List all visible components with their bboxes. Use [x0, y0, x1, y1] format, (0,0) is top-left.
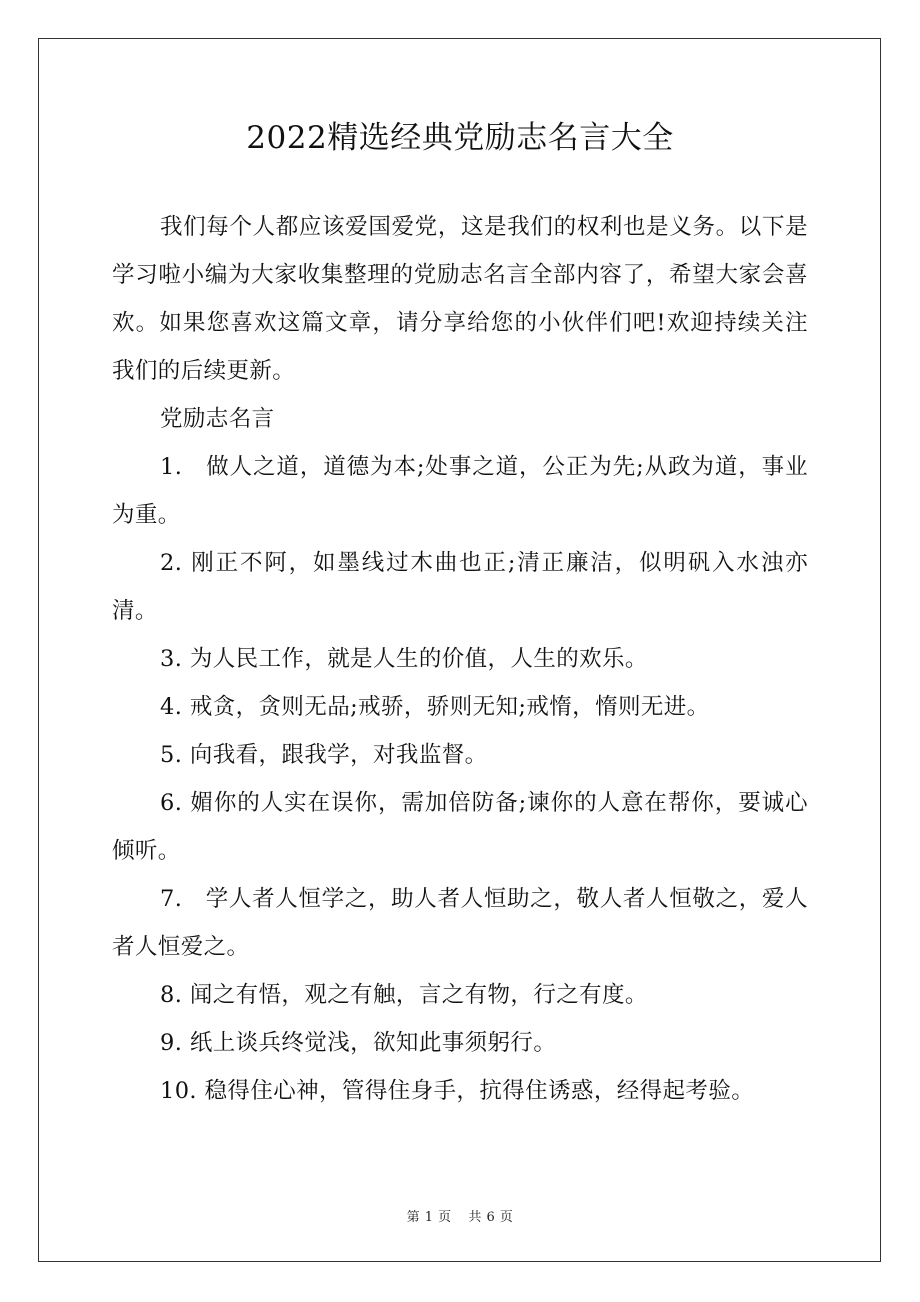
quote-item-8: 8. 闻之有悟，观之有触，言之有物，行之有度。 [160, 982, 648, 1008]
section-heading: 党励志名言 [160, 406, 275, 432]
quote-item-2: 2. 刚正不阿，如墨线过木曲也正;清正廉洁，似明矾入水浊亦清。 [112, 550, 808, 624]
quote-item-5: 5. 向我看，跟我学，对我监督。 [160, 742, 488, 768]
page-number: 第 1 页 [406, 1210, 452, 1225]
page-footer [0, 1206, 920, 1225]
intro-paragraph: 我们每个人都应该爱国爱党，这是我们的权利也是义务。以下是学习啦小编为大家收集整理的党励志名言全部内容了，希望大家会喜欢。如果您喜欢这篇文章，请分享给您的小伙伴们吧!欢迎持续关注我们的后续更新。 [112, 214, 808, 384]
quote-item-6: 6. 媚你的人实在误你，需加倍防备;谏你的人意在帮你，要诚心倾听。 [112, 790, 808, 864]
document-title: 2022精选经典党励志名言大全 [246, 120, 674, 156]
document-body [112, 112, 808, 1115]
quote-item-10: 10. 稳得住心神，管得住身手，抗得住诱惑，经得起考验。 [160, 1078, 755, 1104]
quote-item-3: 3. 为人民工作，就是人生的价值，人生的欢乐。 [160, 646, 648, 672]
quote-item-7: 7. 学人者人恒学之，助人者人恒助之，敬人者人恒敬之，爱人者人恒爱之。 [112, 886, 808, 960]
quote-item-1: 1. 做人之道，道德为本;处事之道，公正为先;从政为道，事业为重。 [112, 454, 808, 528]
page-total: 共 6 页 [468, 1210, 514, 1225]
quote-item-9: 9. 纸上谈兵终觉浅，欲知此事须躬行。 [160, 1030, 557, 1056]
quote-item-4: 4. 戒贪，贪则无品;戒骄，骄则无知;戒惰，惰则无进。 [160, 694, 710, 720]
